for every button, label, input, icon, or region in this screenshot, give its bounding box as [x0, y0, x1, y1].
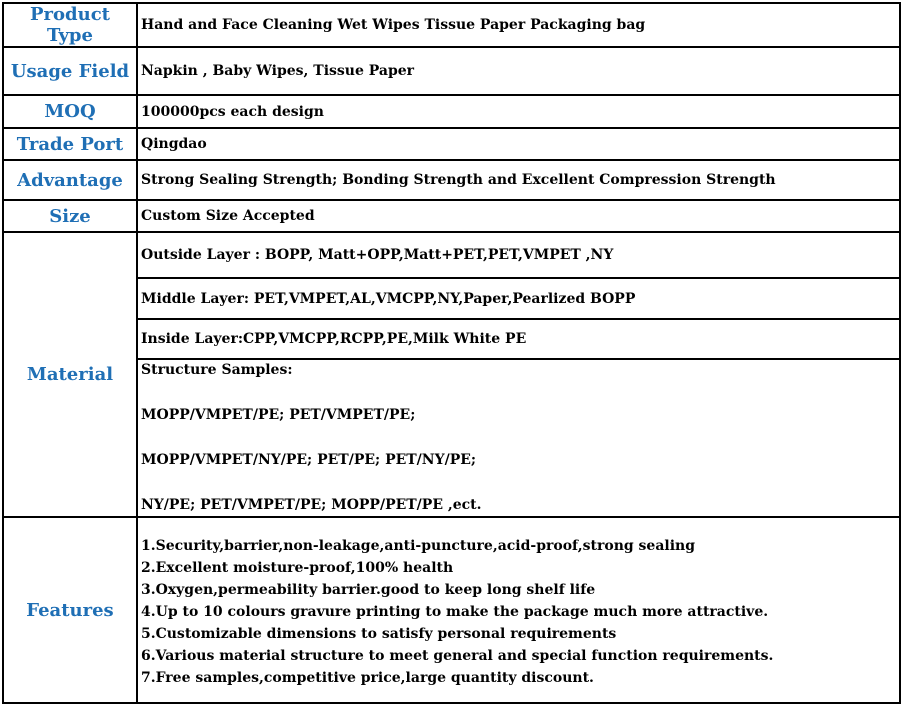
- value-usage-field: Napkin , Baby Wipes, Tissue Paper: [137, 47, 900, 95]
- feature-item: 4.Up to 10 colours gravure printing to make the package much more attractive.: [141, 604, 769, 620]
- value-moq: 100000pcs each design: [137, 95, 900, 128]
- feature-item: 2.Excellent moisture-proof,100% health: [141, 560, 454, 576]
- value-material-middle: Middle Layer: PET,VMPET,AL,VMCPP,NY,Paper,Pearlized BOPP: [137, 278, 900, 319]
- label-trade-port: Trade Port: [3, 128, 137, 160]
- structure-line-1: MOPP/VMPET/PE; PET/VMPET/PE;: [141, 407, 416, 423]
- label-material: Material: [3, 232, 137, 517]
- value-material-outside: Outside Layer : BOPP, Matt+OPP,Matt+PET,PET,VMPET ,NY: [137, 232, 900, 278]
- row-trade-port: [3, 128, 900, 160]
- row-material-inside: [3, 319, 900, 359]
- row-usage-field: [3, 47, 900, 95]
- feature-item: 1.Security,barrier,non-leakage,anti-puncture,acid-proof,strong sealing: [141, 538, 696, 554]
- value-trade-port: Qingdao: [137, 128, 900, 160]
- structure-line-2: MOPP/VMPET/NY/PE; PET/PE; PET/NY/PE;: [141, 452, 477, 468]
- spacer: [141, 471, 899, 495]
- row-material-middle: [3, 278, 900, 319]
- value-material-inside: Inside Layer:CPP,VMCPP,RCPP,PE,Milk White PE: [137, 319, 900, 359]
- feature-item: 7.Free samples,competitive price,large quantity discount.: [141, 670, 594, 686]
- row-advantage: [3, 160, 900, 200]
- product-spec-table: [2, 2, 901, 704]
- label-size: Size: [3, 200, 137, 232]
- row-features: [3, 517, 900, 703]
- value-product-type: Hand and Face Cleaning Wet Wipes Tissue Paper Packaging bag: [137, 3, 900, 47]
- value-advantage: Strong Sealing Strength; Bonding Strength and Excellent Compression Strength: [137, 160, 900, 200]
- label-features: Features: [3, 517, 137, 703]
- value-structure-samples: [137, 359, 900, 517]
- structure-title: Structure Samples:: [141, 362, 293, 378]
- row-product-type: [3, 3, 900, 47]
- label-moq: MOQ: [3, 95, 137, 128]
- label-usage-field: Usage Field: [3, 47, 137, 95]
- feature-item: 5.Customizable dimensions to satisfy personal requirements: [141, 626, 617, 642]
- spacer: [141, 426, 899, 450]
- spacer: [141, 381, 899, 405]
- row-moq: [3, 95, 900, 128]
- structure-line-3: NY/PE; PET/VMPET/PE; MOPP/PET/PE ,ect.: [141, 497, 482, 513]
- label-product-type: Product Type: [3, 3, 137, 47]
- feature-item: 6.Various material structure to meet general and special function requirements.: [141, 648, 774, 664]
- row-material-structure: [3, 359, 900, 517]
- feature-item: 3.Oxygen,permeability barrier.good to keep long shelf life: [141, 582, 596, 598]
- value-size: Custom Size Accepted: [137, 200, 900, 232]
- row-size: [3, 200, 900, 232]
- value-features: [137, 517, 900, 703]
- label-advantage: Advantage: [3, 160, 137, 200]
- row-material-outside: [3, 232, 900, 278]
